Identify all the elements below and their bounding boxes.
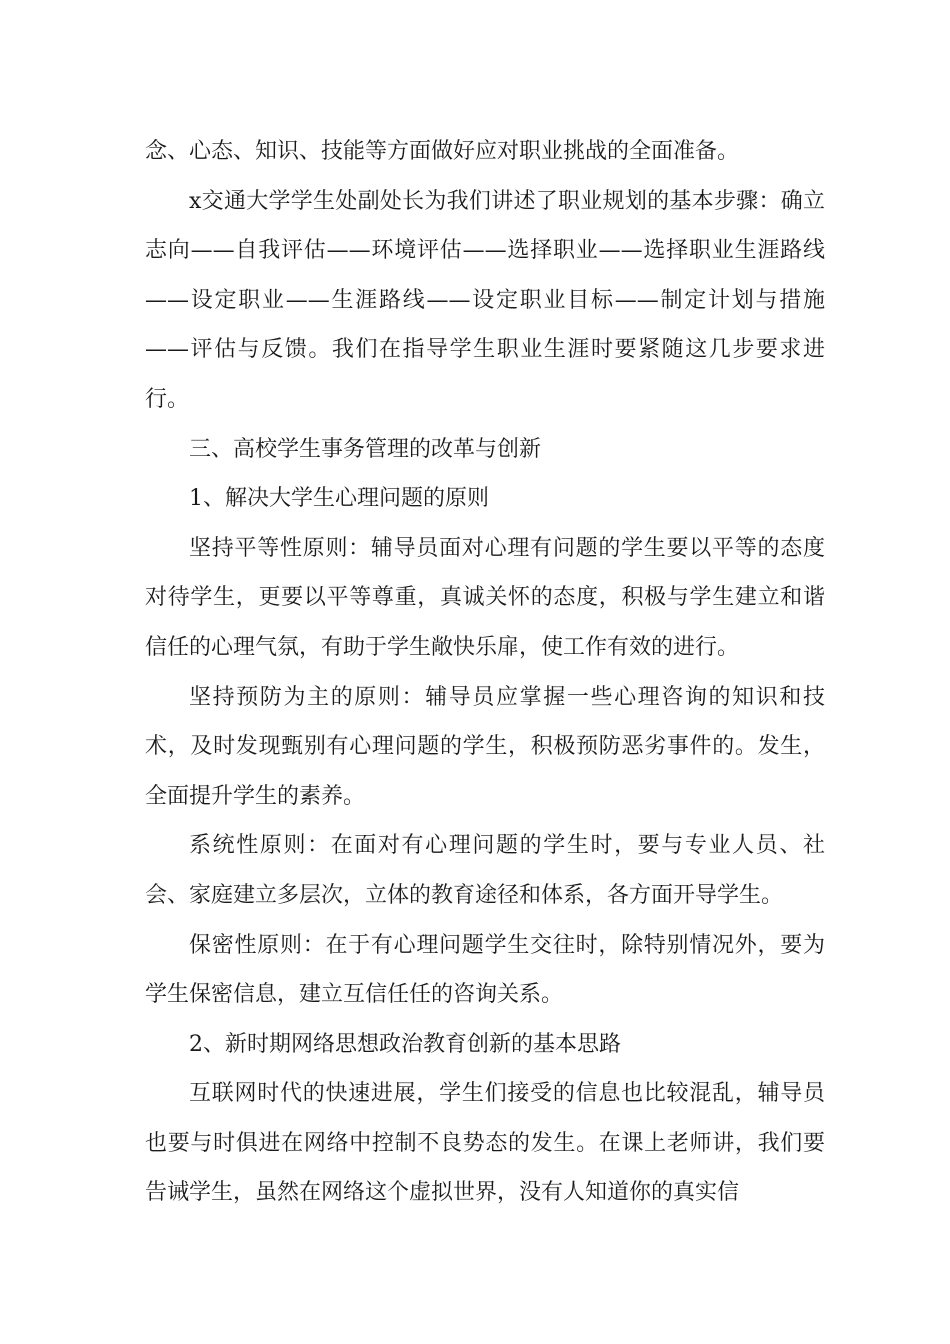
subheading-network-education: 2、新时期网络思想政治教育创新的基本思路 — [189, 1031, 621, 1057]
paragraph-continuation: 念、心态、知识、技能等方面做好应对职业挑战的全面准备。 — [145, 139, 740, 164]
paragraph-internet-era: 互联网时代的快速进展，学生们接受的信息也比较混乱，辅导员也要与时俱进在网络中控制不良势态的发生。在课上老师讲，我们要告诫学生，虽然在网络这个虚拟世界，没有人知道你的真实信 — [145, 1081, 825, 1206]
paragraph-systematic-principle: 系统性原则：在面对有心理问题的学生时，要与专业人员、社会、家庭建立多层次，立体的教育途径和体系，各方面开导学生。 — [145, 833, 825, 908]
section-heading-reform: 三、高校学生事务管理的改革与创新 — [189, 436, 542, 462]
subheading-psychology-principles: 1、解决大学生心理问题的原则 — [189, 486, 489, 512]
paragraph-prevention-principle: 坚持预防为主的原则：辅导员应掌握一些心理咨询的知识和技术，及时发现甄别有心理问题的学生，积极预防恶劣事件的。发生，全面提升学生的素养。 — [145, 684, 825, 809]
paragraph-equality-principle: 坚持平等性原则：辅导员面对心理有问题的学生要以平等的态度对待学生，更要以平等尊重，真诚关怀的态度，积极与学生建立和谐信任的心理气氛，有助于学生敞快乐扉，使工作有效的进行。 — [145, 535, 825, 660]
document-body — [145, 127, 825, 1218]
paragraph-confidentiality-principle: 保密性原则：在于有心理问题学生交往时，除特别情况外，要为学生保密信息，建立互信任任的咨询关系。 — [145, 932, 825, 1008]
paragraph-career-steps: x交通大学学生处副处长为我们讲述了职业规划的基本步骤：确立志向——自我评估——环境评估——选择职业——选择职业生涯路线——设定职业——生涯路线——设定职业目标——制定计划与措施——评估与反馈。我们在指导学生职业生涯时要紧随这几步要求进行。 — [145, 188, 825, 412]
